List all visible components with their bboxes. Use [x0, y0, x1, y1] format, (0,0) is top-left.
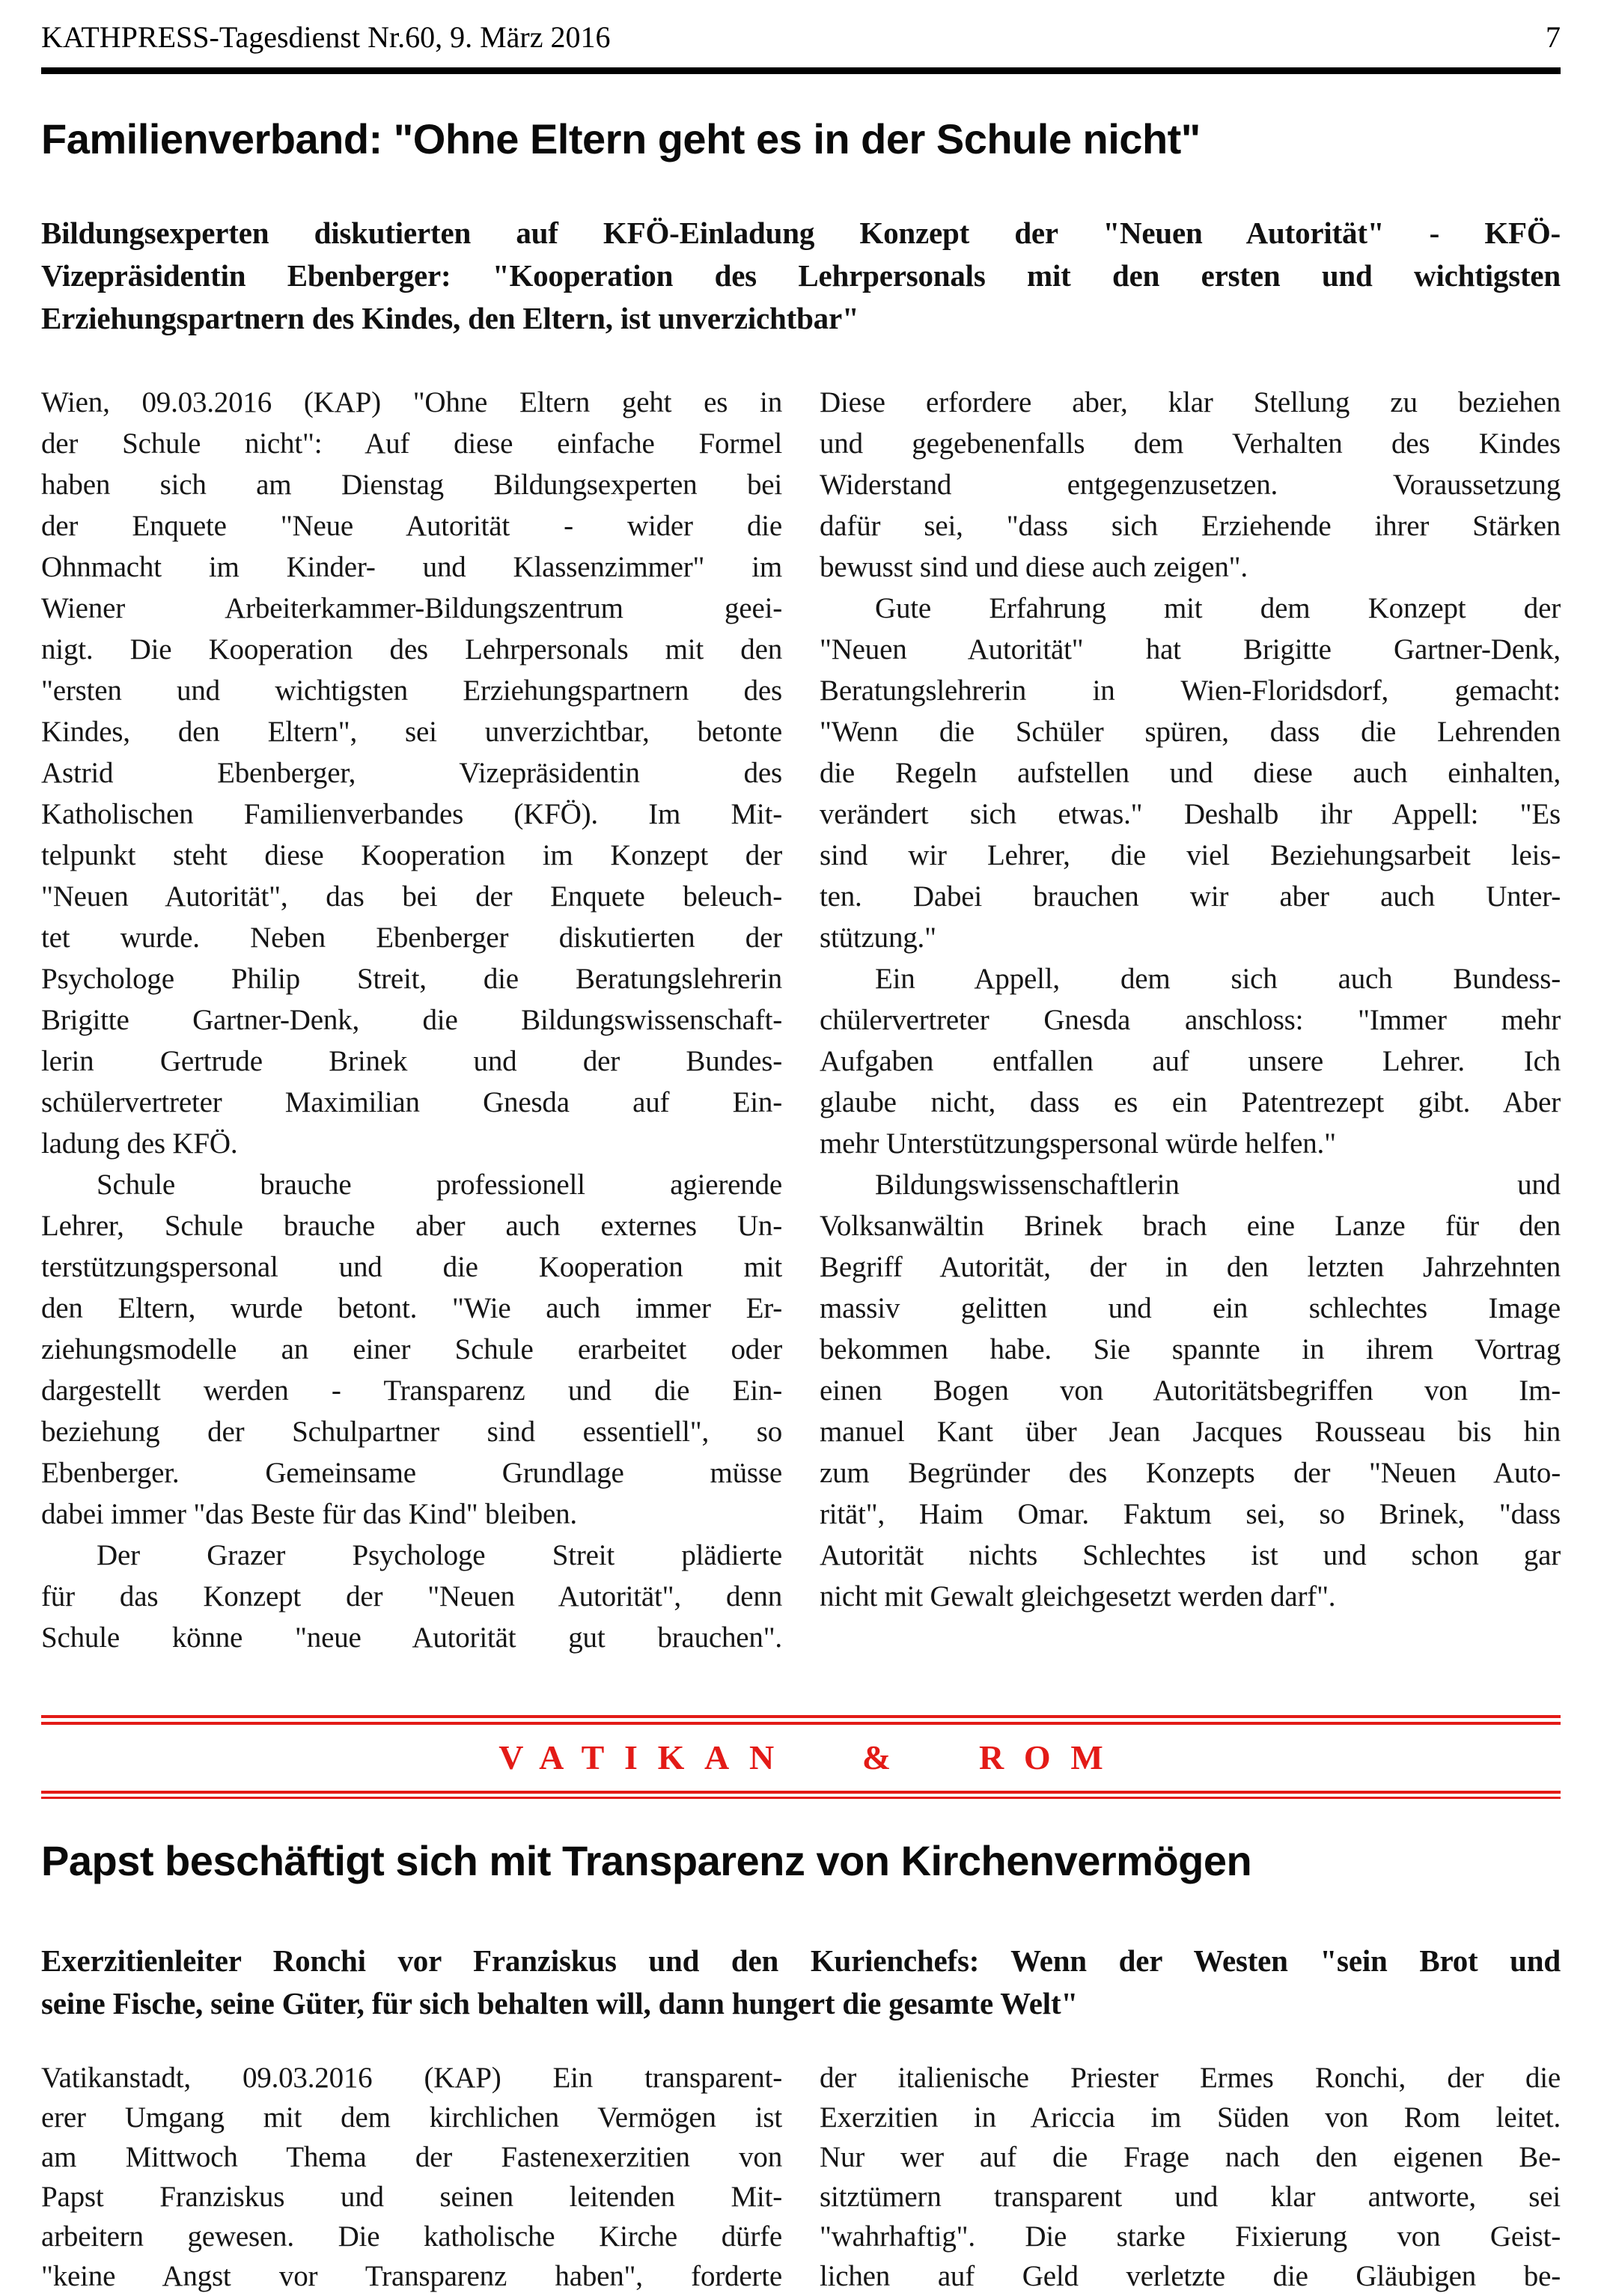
text-line: einen Bogen von Autoritätsbegriffen von Im- [820, 1374, 1561, 1407]
article-lead [41, 212, 1561, 340]
text-line: verändert sich etwas." Deshalb ihr Appell: "Es [820, 798, 1561, 830]
text-line: telpunkt steht diese Kooperation im Konzept der [41, 839, 782, 871]
body-column-right [820, 2058, 1561, 2296]
page-number: 7 [1546, 20, 1561, 54]
text-line: manuel Kant über Jean Jacques Rousseau bis hin [820, 1416, 1561, 1448]
text-line: Gute Erfahrung mit dem Konzept der [875, 592, 1561, 624]
text-line: Vatikanstadt, 09.03.2016 (KAP) Ein transparent- [41, 2062, 782, 2094]
text-line: Ebenberger. Gemeinsame Grundlage müsse [41, 1457, 782, 1489]
page-header [41, 19, 1561, 55]
text-line: Beratungslehrerin in Wien-Floridsdorf, gemacht: [820, 675, 1561, 707]
text-line: rität", Haim Omar. Faktum sei, so Brinek, "dass [820, 1498, 1561, 1530]
text-line: seine Fische, seine Güter, für sich behalten will, dann hungert die gesamte Welt" [41, 1986, 1079, 2021]
text-line: Psychologe Philip Streit, die Beratungslehrerin [41, 963, 782, 995]
text-line: Widerstand entgegenzusetzen. Voraussetzung [820, 469, 1561, 501]
header-title: KATHPRESS-Tagesdienst Nr.60, 9. März 2016 [41, 20, 611, 54]
text-line: nicht mit Gewalt gleichgesetzt werden darf". [820, 1580, 1336, 1613]
text-line: Diese erfordere aber, klar Stellung zu beziehen [820, 386, 1561, 418]
text-line: tet wurde. Neben Ebenberger diskutierten der [41, 922, 782, 954]
text-line: Exerzitien in Ariccia im Süden von Rom leitet. [820, 2101, 1561, 2134]
text-line: Exerzitienleiter Ronchi vor Franziskus und den Kurienchefs: Wenn der Westen "sein Brot und [41, 1943, 1561, 1978]
text-line: sind wir Lehrer, die viel Beziehungsarbeit leis- [820, 839, 1561, 871]
text-line: Lehrer, Schule brauche aber auch externes Un- [41, 1210, 782, 1242]
article-lead [41, 1940, 1561, 2025]
text-line: Bildungsexperten diskutierten auf KFÖ-Einladung Konzept der "Neuen Autorität" - KFÖ- [41, 216, 1561, 250]
text-line: die Regeln aufstellen und diese auch einhalten, [820, 757, 1561, 789]
text-line: lerin Gertrude Brinek und der Bundes- [41, 1045, 782, 1077]
text-line: "Neuen Autorität" hat Brigitte Gartner-Denk, [820, 633, 1561, 666]
text-line: dargestellt werden - Transparenz und die Ein- [41, 1374, 782, 1407]
text-line: bekommen habe. Sie spannte in ihrem Vortrag [820, 1333, 1561, 1365]
text-line: mehr Unterstützungspersonal würde helfen." [820, 1127, 1336, 1160]
text-line: ten. Dabei brauchen wir aber auch Unter- [820, 880, 1561, 913]
text-line: beziehung der Schulpartner sind essentiell", so [41, 1416, 782, 1448]
text-line: lichen auf Geld verletzte die Gläubigen be- [820, 2260, 1561, 2292]
article-familienverband [41, 116, 1561, 1658]
text-line: Begriff Autorität, der in den letzten Jahrzehnten [820, 1251, 1561, 1283]
text-line: am Mittwoch Thema der Fastenexerzitien von [41, 2141, 782, 2173]
text-line: den Eltern, wurde betont. "Wie auch immer Er- [41, 1292, 782, 1324]
text-line: Autorität nichts Schlechtes ist und schon gar [820, 1539, 1561, 1571]
text-line: und gegebenenfalls dem Verhalten des Kindes [820, 427, 1561, 460]
text-line: Katholischen Familienverbandes (KFÖ). Im Mit- [41, 798, 782, 830]
text-line: chülervertreter Gnesda anschloss: "Immer mehr [820, 1004, 1561, 1036]
text-line: massiv gelitten und ein schlechtes Image [820, 1292, 1561, 1324]
section-divider [41, 1715, 1561, 1799]
text-line: dabei immer "das Beste für das Kind" bleiben. [41, 1498, 577, 1530]
body-column-left [41, 382, 782, 1658]
text-line: zum Begründer des Konzepts der "Neuen Auto- [820, 1457, 1561, 1489]
section-title: VATIKAN & ROM [498, 1738, 1123, 1776]
text-line: ladung des KFÖ. [41, 1127, 238, 1160]
text-line: Der Grazer Psychologe Streit plädierte [97, 1539, 782, 1571]
article-papst-transparenz [41, 1838, 1561, 2296]
body-column-left [41, 2058, 782, 2296]
body-column-right [820, 382, 1561, 1658]
text-line: bewusst sind und diese auch zeigen". [820, 551, 1248, 583]
text-line: der italienische Priester Ermes Ronchi, der die [820, 2062, 1561, 2094]
article-body [41, 382, 1561, 1658]
text-line: dafür sei, "dass sich Erziehende ihrer Stärken [820, 510, 1561, 542]
text-line: Ohnmacht im Kinder- und Klassenzimmer" im [41, 551, 782, 583]
text-line: Bildungswissenschaftlerin und [875, 1169, 1561, 1201]
divider-rule-bottom [41, 1791, 1561, 1799]
text-line: der Schule nicht": Auf diese einfache Formel [41, 427, 782, 460]
text-line: ziehungsmodelle an einer Schule erarbeitet oder [41, 1333, 782, 1365]
text-line: "ersten und wichtigsten Erziehungspartnern des [41, 675, 782, 707]
text-line: Schule brauche professionell agierende [97, 1169, 782, 1201]
text-line: Astrid Ebenberger, Vizepräsidentin des [41, 757, 782, 789]
text-line: Papst Franziskus und seinen leitenden Mit- [41, 2181, 782, 2213]
article-body [41, 2058, 1561, 2296]
text-line: Vizepräsidentin Ebenberger: "Kooperation des Lehrpersonals mit den ersten und wichtigsten [41, 258, 1561, 293]
text-line: Schule könne "neue Autorität gut brauchen". [41, 1621, 782, 1654]
text-line: für das Konzept der "Neuen Autorität", denn [41, 1580, 782, 1613]
text-line: glaube nicht, dass es ein Patentrezept gibt. Aber [820, 1086, 1561, 1118]
text-line: nigt. Die Kooperation des Lehrpersonals mit den [41, 633, 782, 666]
text-line: erer Umgang mit dem kirchlichen Vermögen ist [41, 2101, 782, 2134]
text-line: der Enquete "Neue Autorität - wider die [41, 510, 782, 542]
header-rule [41, 67, 1561, 74]
text-line: "wahrhaftig". Die starke Fixierung von Geist- [820, 2220, 1561, 2253]
text-line: "keine Angst vor Transparenz haben", forderte [41, 2260, 782, 2292]
article-title: Papst beschäftigt sich mit Transparenz von Kirchenvermögen [41, 1837, 1252, 1884]
article-title: Familienverband: "Ohne Eltern geht es in der Schule nicht" [41, 115, 1201, 162]
text-line: Aufgaben entfallen auf unsere Lehrer. Ich [820, 1045, 1561, 1077]
text-line: Wien, 09.03.2016 (KAP) "Ohne Eltern geht es in [41, 386, 782, 418]
text-line: haben sich am Dienstag Bildungsexperten bei [41, 469, 782, 501]
text-line: Kindes, den Eltern", sei unverzichtbar, betonte [41, 716, 782, 748]
text-line: "Neuen Autorität", das bei der Enquete beleuch- [41, 880, 782, 913]
divider-rule-top [41, 1715, 1561, 1725]
text-line: Brigitte Gartner-Denk, die Bildungswissenschaft- [41, 1004, 782, 1036]
text-line: arbeitern gewesen. Die katholische Kirche dürfe [41, 2220, 782, 2253]
text-line: sitztümern transparent und klar antworte, sei [820, 2181, 1561, 2213]
text-line: "Wenn die Schüler spüren, dass die Lehrenden [820, 716, 1561, 748]
text-line: schülervertreter Maximilian Gnesda auf Ein- [41, 1086, 782, 1118]
text-line: Erziehungspartnern des Kindes, den Eltern, ist unverzichtbar" [41, 301, 859, 335]
text-line: Wiener Arbeiterkammer-Bildungszentrum geei- [41, 592, 782, 624]
text-line: Ein Appell, dem sich auch Bundess- [875, 963, 1561, 995]
text-line: Nur wer auf die Frage nach den eigenen Be- [820, 2141, 1561, 2173]
text-line: Volksanwältin Brinek brach eine Lanze für den [820, 1210, 1561, 1242]
text-line: terstützungspersonal und die Kooperation mit [41, 1251, 782, 1283]
text-line: stützung." [820, 922, 936, 954]
